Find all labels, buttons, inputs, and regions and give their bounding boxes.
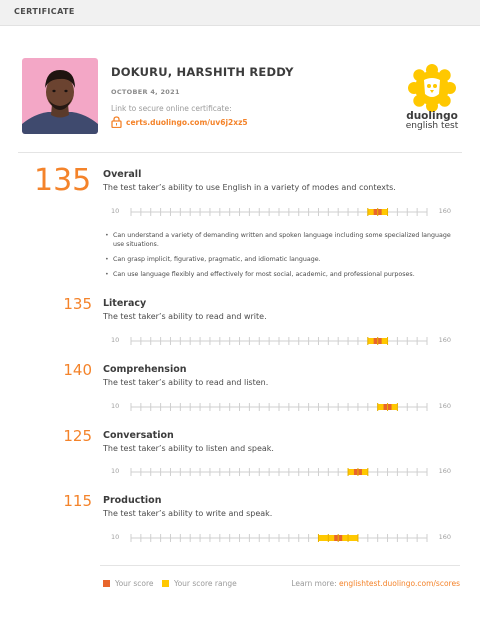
range-swatch: [162, 580, 169, 587]
scale-min: 10: [111, 207, 120, 215]
scale-max: 160: [438, 467, 451, 475]
certificate-link[interactable]: certs.duolingo.com/uv6j2xz5: [126, 118, 248, 127]
scale-min: 10: [111, 467, 120, 475]
scale-min: 10: [111, 533, 120, 541]
overall-descriptors: [103, 231, 459, 285]
production-score: 115: [63, 492, 92, 510]
production-description: The test taker’s ability to write and speak.: [103, 509, 273, 518]
conversation-scale: [103, 467, 459, 477]
score-swatch: [103, 580, 110, 587]
brand-name: duolingo: [406, 110, 458, 122]
literacy-scale: [103, 336, 459, 346]
legend-score-label: Your score: [115, 579, 154, 588]
literacy-title: Literacy: [103, 298, 147, 309]
scale-max: 160: [438, 533, 451, 541]
production-title: Production: [103, 495, 162, 506]
comprehension-score: 140: [63, 361, 92, 379]
descriptor-item: • Can use language flexibly and effectively for most social, academic, and professional purposes.: [103, 270, 459, 279]
comprehension-scale: [103, 402, 459, 412]
overall-title: Overall: [103, 169, 142, 180]
test-taker-photo: [22, 58, 98, 134]
production-scale: [103, 533, 459, 543]
test-taker-name: DOKURU, HARSHITH REDDY: [111, 65, 294, 79]
legend-score-range: [162, 579, 237, 588]
conversation-score: 125: [63, 427, 92, 445]
link-label: Link to secure online certificate:: [111, 104, 232, 113]
literacy-score: 135: [63, 295, 92, 313]
duolingo-logo-icon: [406, 62, 458, 112]
comprehension-title: Comprehension: [103, 364, 187, 375]
descriptor-item: • Can grasp implicit, figurative, pragmatic, and idiomatic language.: [103, 255, 459, 264]
comprehension-description: The test taker’s ability to read and listen.: [103, 378, 269, 387]
conversation-title: Conversation: [103, 430, 174, 441]
scale-max: 160: [438, 336, 451, 344]
overall-description: The test taker’s ability to use English in a variety of modes and contexts.: [103, 183, 396, 192]
scale-max: 160: [438, 402, 451, 410]
descriptor-item: • Can understand a variety of demanding written and spoken language including some specialized language use situations.: [103, 231, 459, 249]
top-bar: [0, 0, 480, 26]
legend-your-score: [103, 579, 154, 588]
certificate-date: OCTOBER 4, 2021: [111, 88, 180, 96]
scale-min: 10: [111, 402, 120, 410]
scale-max: 160: [438, 207, 451, 215]
overall-score: 135: [34, 163, 92, 198]
lock-icon: [111, 116, 122, 128]
conversation-description: The test taker’s ability to listen and speak.: [103, 444, 274, 453]
footer-divider: [100, 565, 460, 566]
learn-more: [291, 579, 460, 588]
scale-min: 10: [111, 336, 120, 344]
overall-scale: [103, 207, 459, 217]
legend-range-label: Your score range: [174, 579, 237, 588]
brand-subtitle: english test: [405, 121, 459, 131]
learn-more-label: Learn more:: [291, 579, 337, 588]
learn-more-link[interactable]: englishtest.duolingo.com/scores: [339, 579, 460, 588]
header-divider: [18, 152, 462, 153]
certificate-label: CERTIFICATE: [14, 7, 75, 16]
literacy-description: The test taker’s ability to read and write.: [103, 312, 267, 321]
